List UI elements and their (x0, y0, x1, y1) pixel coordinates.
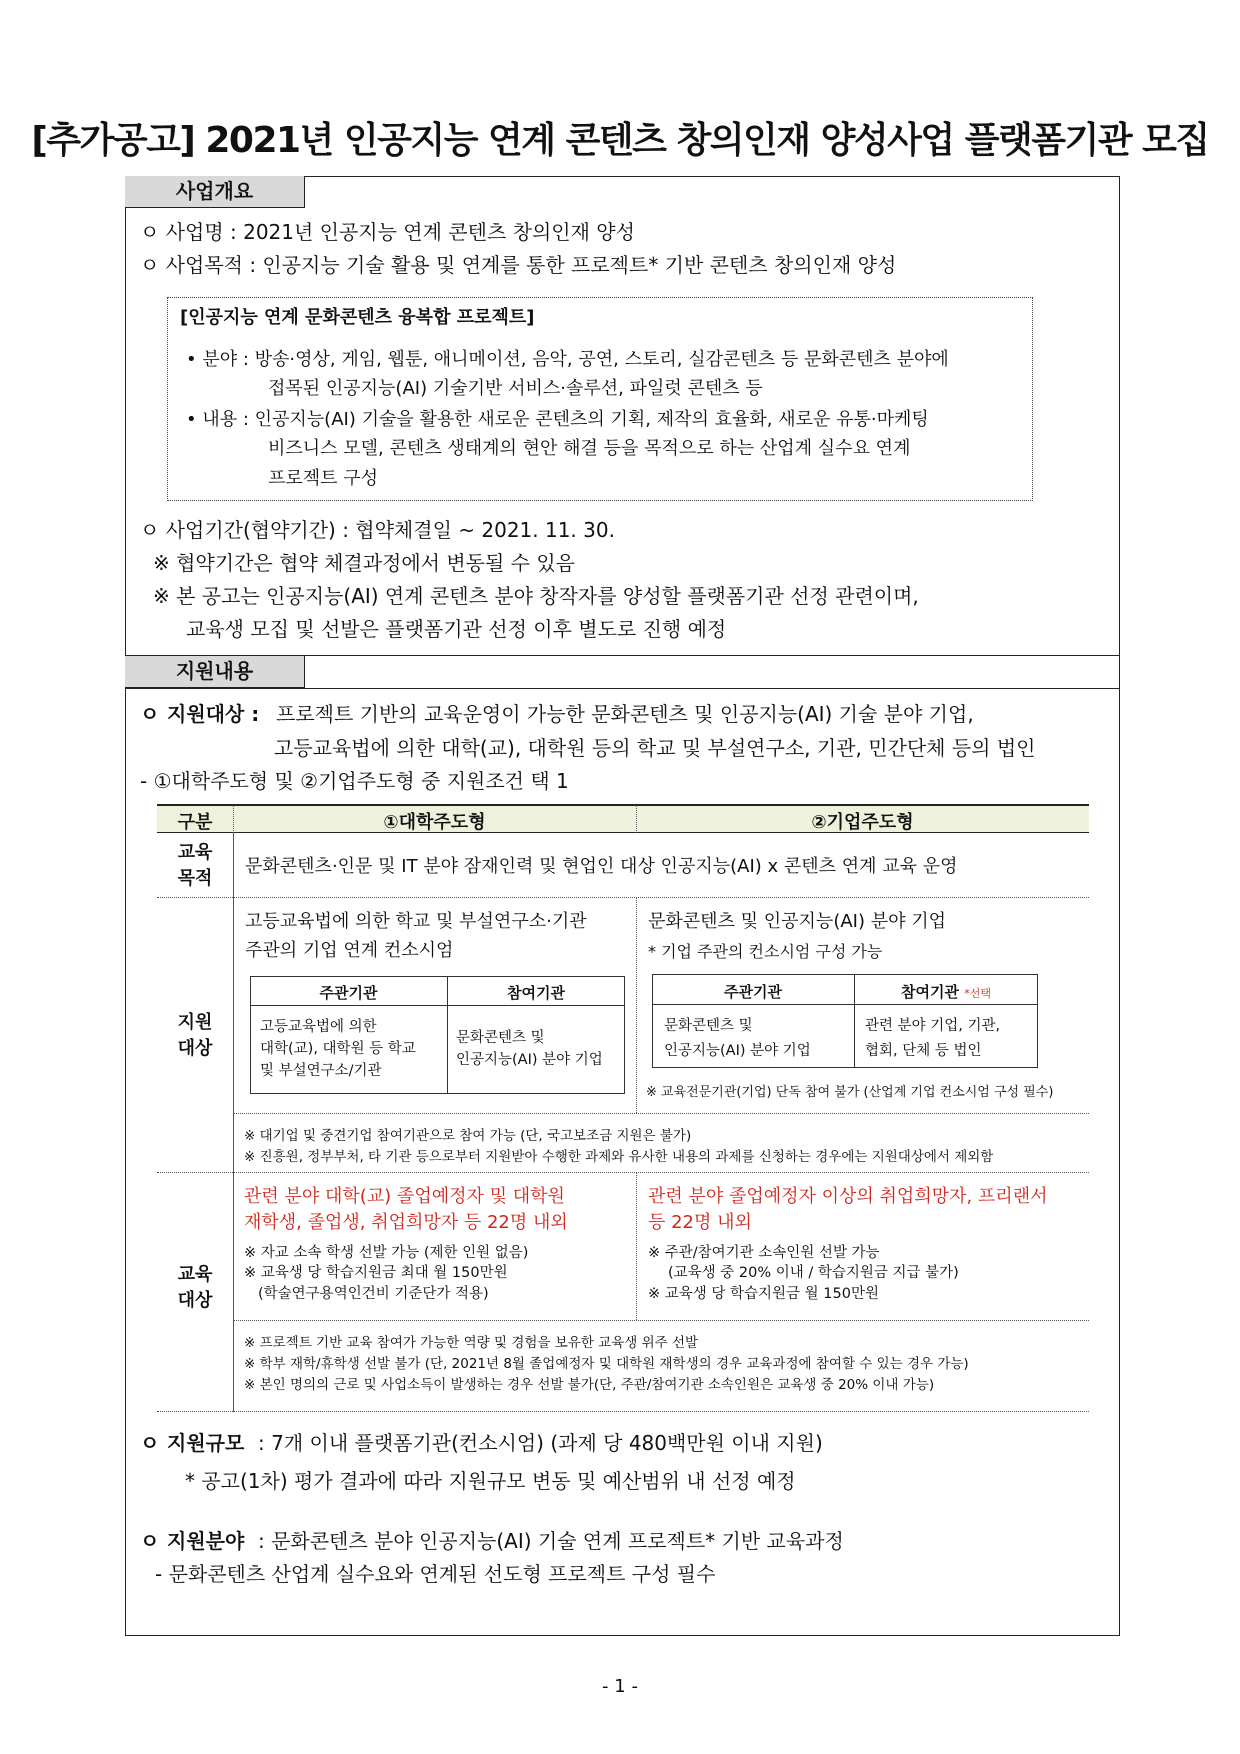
univ-inner-lead-line2: 대학(교), 대학원 등 학교 (260, 1041, 416, 1057)
corp-inner-partner-line2: 협회, 단체 등 법인 (865, 1043, 982, 1059)
row-edu-purpose-label (157, 840, 233, 892)
univ-inner-lead-cell (260, 1016, 416, 1082)
univ-target-desc-line1: 고등교육법에 의한 학교 및 부설연구소·기관 (245, 911, 587, 932)
row2-notes-top-border (233, 1113, 1089, 1114)
table-top-border (157, 804, 1089, 806)
business-purpose: ㅇ 사업목적 : 인공지능 기술 활용 및 연계를 통한 프로젝트* 기반 콘텐츠 창의인재 양성 (140, 253, 897, 277)
edu-purpose-text: 문화콘텐츠·인문 및 IT 분야 잠재인력 및 현업인 대상 인공지능(AI) x 콘텐츠 연계 교육 운영 (245, 856, 958, 877)
row3-note-undergrad: ※ 학부 재학/휴학생 선발 불가 (단, 2021년 8월 졸업예정자 및 대학원 재학생의 경우 교육과정에 참여할 수 있는 경우 가능) (244, 1356, 969, 1372)
row-edu-target-label-a: 교육 (177, 1264, 213, 1285)
univ-edu-note1: ※ 자교 소속 학생 선발 가능 (제한 인원 없음) (244, 1245, 529, 1261)
project-content-line1: • 내용 : 인공지능(AI) 기술을 활용한 새로운 콘텐츠의 기획, 제작의 효율화, 새로운 유통·마케팅 (186, 409, 929, 430)
row-edu-purpose-label-a: 교육 (177, 842, 213, 863)
table-label-column-border (233, 832, 234, 1412)
row2-bottom-border (157, 1172, 1089, 1173)
univ-inner-head-lead: 주관기관 (319, 984, 378, 1002)
row2-column-divider (636, 898, 637, 1113)
notice-scope-note-line1: ※ 본 공고는 인공지능(AI) 연계 콘텐츠 분야 창작자를 양성할 플랫폼기관 선정 관련이며, (153, 584, 919, 608)
corp-inner-lead-line2: 인공지능(AI) 분야 기업 (664, 1043, 811, 1059)
row-support-target-label-a: 지원 (177, 1012, 213, 1033)
section-label-overview: 사업개요 (125, 176, 305, 208)
scale-text: : 7개 이내 플랫폼기관(컨소시엄) (과제 당 480백만원 이내 지원) (258, 1431, 823, 1455)
univ-target-desc-line2: 주관의 기업 연계 컨소시엄 (245, 940, 454, 961)
row1-bottom-border (157, 897, 1089, 898)
corp-target-desc-line1: 문화콘텐츠 및 인공지능(AI) 분야 기업 (648, 911, 946, 932)
business-name: ㅇ 사업명 : 2021년 인공지능 연계 콘텐츠 창의인재 양성 (140, 220, 635, 244)
corp-inner-head-partner-label: 참여기관 (901, 983, 959, 1001)
table-header-univ-led: ①대학주도형 (383, 812, 486, 833)
scale-key: 지원규모 (167, 1431, 245, 1455)
row-edu-target-label (157, 1262, 233, 1314)
corp-inner-partner-line1: 관련 분야 기업, 기관, (865, 1018, 1001, 1034)
univ-edu-note2: ※ 교육생 당 학습지원금 최대 월 150만원 (244, 1265, 508, 1281)
univ-edu-target-line2: 재학생, 졸업생, 취업희망자 등 22명 내외 (244, 1212, 568, 1233)
target-line2: 고등교육법에 의한 대학(교), 대학원 등의 학교 및 부설연구소, 기관, 민간단체 등의 법인 (274, 736, 1036, 760)
univ-inner-partner-cell (456, 1027, 603, 1071)
project-content-line3: 프로젝트 구성 (268, 468, 379, 489)
corp-target-desc-line2: * 기업 주관의 컨소시엄 구성 가능 (648, 942, 883, 961)
row3-column-divider (636, 1173, 637, 1320)
target-bullet: ㅇ (140, 702, 160, 726)
field-key: 지원분야 (167, 1529, 245, 1553)
table-header-category: 구분 (177, 812, 213, 833)
univ-inner-partner-line1: 문화콘텐츠 및 (456, 1030, 545, 1046)
corp-edu-target-line1: 관련 분야 졸업예정자 이상의 취업희망자, 프리랜서 (648, 1186, 1048, 1207)
page-title: [추가공고] 2021년 인공지능 연계 콘텐츠 창의인재 양성사업 플랫폼기관 모집 (31, 120, 1209, 161)
target-key: 지원대상 : (167, 702, 260, 726)
row2-note-large-companies: ※ 대기업 및 중견기업 참여기관으로 참여 가능 (단, 국고보조금 지원은 불가) (244, 1128, 692, 1144)
corp-inner-optional-note: *선택 (964, 987, 991, 1000)
table-bottom-border (157, 1411, 1089, 1412)
corp-edu-note1: ※ 주관/참여기관 소속인원 선발 가능 (648, 1245, 880, 1261)
corp-inner-lead-cell (664, 1014, 811, 1064)
univ-edu-target-line1: 관련 분야 대학(교) 졸업예정자 및 대학원 (244, 1186, 565, 1207)
row-support-target-label-b: 대상 (177, 1038, 213, 1059)
project-box-heading: [인공지능 연계 문화콘텐츠 융복합 프로젝트] (180, 307, 535, 328)
univ-inner-partner-line2: 인공지능(AI) 분야 기업 (456, 1052, 603, 1068)
row3-note-selection: ※ 프로젝트 기반 교육 참여가 가능한 역량 및 경험을 보유한 교육생 위주 선발 (244, 1335, 699, 1351)
page-number: - 1 - (602, 1676, 638, 1697)
project-content-line2: 비즈니스 모델, 콘텐츠 생태계의 현안 해결 등을 목적으로 하는 산업계 실수요 연계 (268, 438, 911, 459)
corp-edu-target-line2: 등 22명 내외 (648, 1212, 752, 1233)
target-choice-note: - ①대학주도형 및 ②기업주도형 중 지원조건 택 1 (140, 769, 569, 793)
row-support-target-label (157, 1010, 233, 1062)
corp-inner-head-partner (854, 981, 1038, 1002)
corp-inner-header-border (652, 1004, 1038, 1005)
corp-inner-partner-cell (865, 1014, 1000, 1064)
univ-inner-lead-line1: 고등교육법에 의한 (260, 1019, 377, 1035)
business-period: ㅇ 사업기간(협약기간) : 협약체결일 ~ 2021. 11. 30. (140, 518, 615, 542)
field-bullet: ㅇ (140, 1529, 160, 1553)
univ-inner-header-border (250, 1005, 625, 1006)
row3-note-income: ※ 본인 명의의 근로 및 사업소득이 발생하는 경우 선발 불가(단, 주관/참여기관 소속인원은 교육생 중 20% 이내 가능) (244, 1377, 935, 1393)
section-label-underline (125, 688, 1120, 689)
target-line1: 프로젝트 기반의 교육운영이 가능한 문화콘텐츠 및 인공지능(AI) 기술 분야 기업, (276, 702, 974, 726)
corp-solo-participation-note: ※ 교육전문기관(기업) 단독 참여 불가 (산업계 기업 컨소시엄 구성 필수) (646, 1085, 1054, 1100)
row-edu-purpose-label-b: 목적 (177, 868, 213, 889)
row3-notes-top-border (233, 1320, 1089, 1321)
corp-edu-note3: ※ 교육생 당 학습지원금 월 150만원 (648, 1286, 879, 1302)
project-field-line1: • 분야 : 방송·영상, 게임, 웹툰, 애니메이션, 음악, 공연, 스토리, 실감콘텐츠 등 문화콘텐츠 분야에 (186, 349, 949, 370)
row-edu-target-label-b: 대상 (177, 1290, 213, 1311)
project-field-line2: 접목된 인공지능(AI) 기술기반 서비스·솔루션, 파일럿 콘텐츠 등 (268, 378, 763, 399)
row2-note-exclusion: ※ 진흥원, 정부부처, 타 기관 등으로부터 지원받아 수행한 과제와 유사한 내용의 과제를 신청하는 경우에는 지원대상에서 제외함 (244, 1149, 994, 1165)
section-label-support: 지원내용 (125, 656, 305, 688)
corp-inner-lead-line1: 문화콘텐츠 및 (664, 1018, 753, 1034)
univ-inner-head-partner: 참여기관 (507, 984, 565, 1002)
corp-edu-note2: (교육생 중 20% 이내 / 학습지원금 지급 불가) (668, 1265, 959, 1281)
univ-inner-lead-line3: 및 부설연구소/기관 (260, 1063, 382, 1079)
scale-bullet: ㅇ (140, 1431, 160, 1455)
table-header-corp-led: ②기업주도형 (811, 812, 914, 833)
univ-edu-note3: (학술연구용역인건비 기준단가 적용) (258, 1286, 489, 1302)
notice-scope-note-line2: 교육생 모집 및 선발은 플랫폼기관 선정 이후 별도로 진행 예정 (186, 617, 727, 641)
field-sub-note: - 문화콘텐츠 산업계 실수요와 연계된 선도형 프로젝트 구성 필수 (155, 1562, 716, 1586)
field-text: : 문화콘텐츠 분야 인공지능(AI) 기술 연계 프로젝트* 기반 교육과정 (258, 1529, 844, 1553)
corp-inner-head-lead: 주관기관 (724, 983, 782, 1001)
scale-note: * 공고(1차) 평가 결과에 따라 지원규모 변동 및 예산범위 내 선정 예정 (185, 1469, 796, 1493)
period-note: ※ 협약기간은 협약 체결과정에서 변동될 수 있음 (153, 551, 575, 575)
